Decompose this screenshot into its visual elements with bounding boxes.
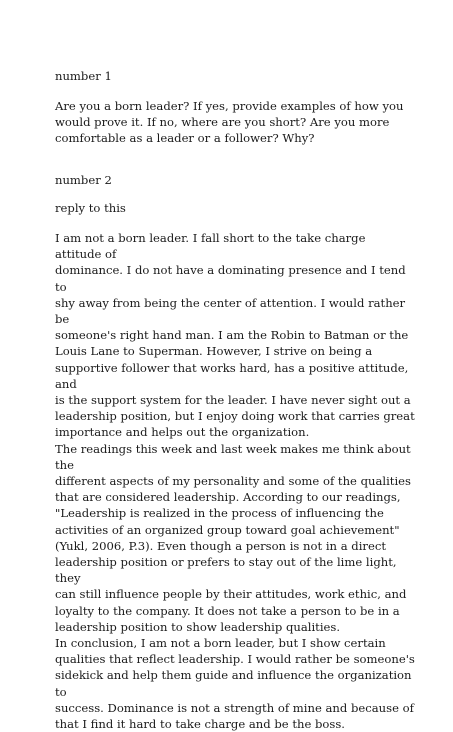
heading-number-1: number 1: [55, 69, 112, 83]
response-body: I am not a born leader. I fall short to the take charge attitude of dominance. I do not have a dominating presence and I tend to shy away from being the center of attention. I would rather be someone's right hand man. I am the Robin to Batman or the Louis Lane to Superman. However, I strive on being a supportive follower that works hard, has a positive attitude, and is the support system for the leader. I have never sight out a leadership position, but I enjoy doing work that carries great importance and helps out the organization. The readings this week and last week makes me think about the different aspects of my personality and some of the qualities that are considered leadership. According to our readings, "Leadership is realized in the process of influencing the activities of an organized group toward goal achievement" (Yukl, 2006, P.3). Even though a person is not in a direct leadership position or prefers to stay out of the lime light, they can still influence people by their attitudes, work ethic, and loyalty to the company. It does not take a person to be in a leadership position to show leadership qualities. In conclusion, I am not a born leader, but I show certain qualities that reflect leadership. I would rather be someone's sidekick and help them guide and influence the organization to success. Dominance is not a strength of mine and because of that I find it hard to take charge and be the boss.: [55, 231, 415, 732]
heading-number-2: number 2: [55, 173, 112, 187]
question-text: Are you a born leader? If yes, provide examples of how you would prove it. If no, where are you short? Are you more comfortable as a leader or a follower? Why?: [55, 99, 404, 146]
reply-label: reply to this: [55, 201, 126, 215]
